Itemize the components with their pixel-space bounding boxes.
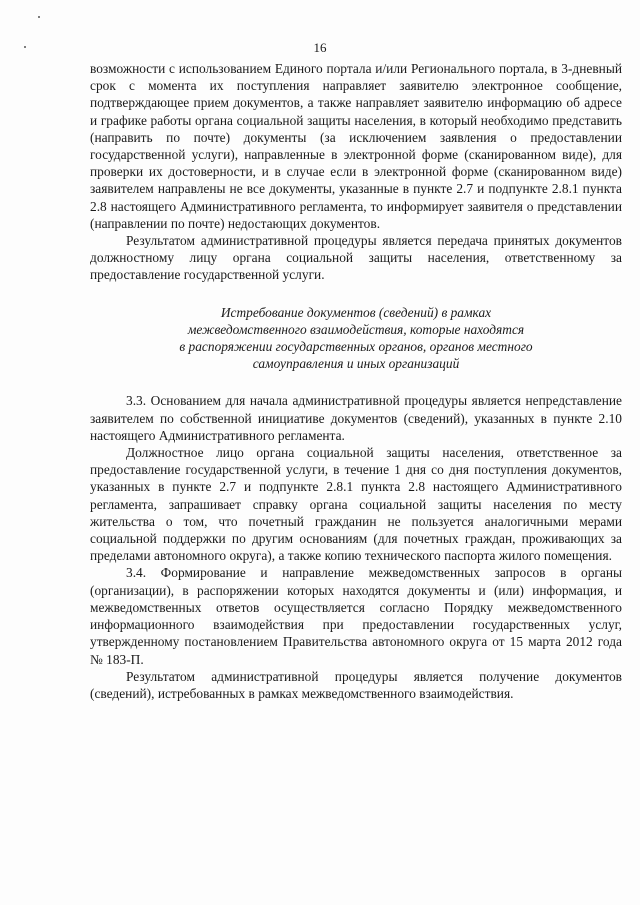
paragraph: возможности с использованием Единого портала и/или Регионального портала, в 3-дневный срок с момента их поступления направляет заявителю электронное сообщение, подтверждающее прием документов, а также направляет заявителю информацию об адресе и графике работы органа социальной защиты населения, в который необходимо представить (направить по почте) документы (за исключением заявления о предоставлении государственной услуги), направленные в электронной форме (сканированном виде), для проверки их достоверности, и в случае если в электронной форме (сканированном виде) заявителем направлены не все документы, указанные в пункте 2.7 и подпункте 2.8.1 пункта 2.8 настоящего Административного регламента, то информирует заявителя о представлении (направлении по почте) недостающих документов. (90, 61, 622, 231)
paragraph: Результатом административной процедуры является получение документов (сведений), истребованных в рамках межведомственного взаимодействия. (90, 668, 622, 701)
document-body (90, 60, 622, 702)
section-heading-line: Истребование документов (сведений) в рамках (220, 304, 492, 320)
section-heading (90, 304, 622, 373)
section-heading-line: в распоряжении государственных органов, органов местного (179, 339, 533, 355)
paragraph: 3.3. Основанием для начала административной процедуры является непредставление заявителем по собственной инициативе документов (сведений), указанных в пункте 2.10 настоящего Административного регламента. (90, 393, 622, 443)
section-heading-line: самоуправления и иных организаций (252, 356, 460, 372)
section-heading-line: межведомственного взаимодействия, которые находятся (187, 321, 525, 337)
page-number: 16 (313, 40, 327, 55)
paragraph: Должностное лицо органа социальной защиты населения, ответственное за предоставление государственной услуги, в течение 1 дня со дня поступления документов, указанных в пункте 2.7 и подпункте 2.8.1 пункта 2.8 настоящего Административного регламента, запрашивает справку органа социальной защиты населения по месту жительства о том, что почетный гражданин не пользуется аналогичными мерами социальной поддержки по другим основаниям (для почетных граждан, проживающих за пределами автономного округа), а также копию технического паспорта жилого помещения. (90, 445, 622, 564)
scan-speck (38, 16, 40, 18)
paragraph: Результатом административной процедуры является передача принятых документов должностному лицу органа социальной защиты населения, ответственному за предоставление государственной услуги. (90, 233, 622, 283)
paragraph: 3.4. Формирование и направление межведомственных запросов в органы (организации), в распоряжении которых находятся документы и (или) информация, и межведомственных ответов осуществляется согласно Порядку межведомственного информационного взаимодействия при предоставлении государственных услуг, утвержденному постановлением Правительства автономного округа от 15 марта 2012 года № 183-П. (90, 565, 622, 667)
